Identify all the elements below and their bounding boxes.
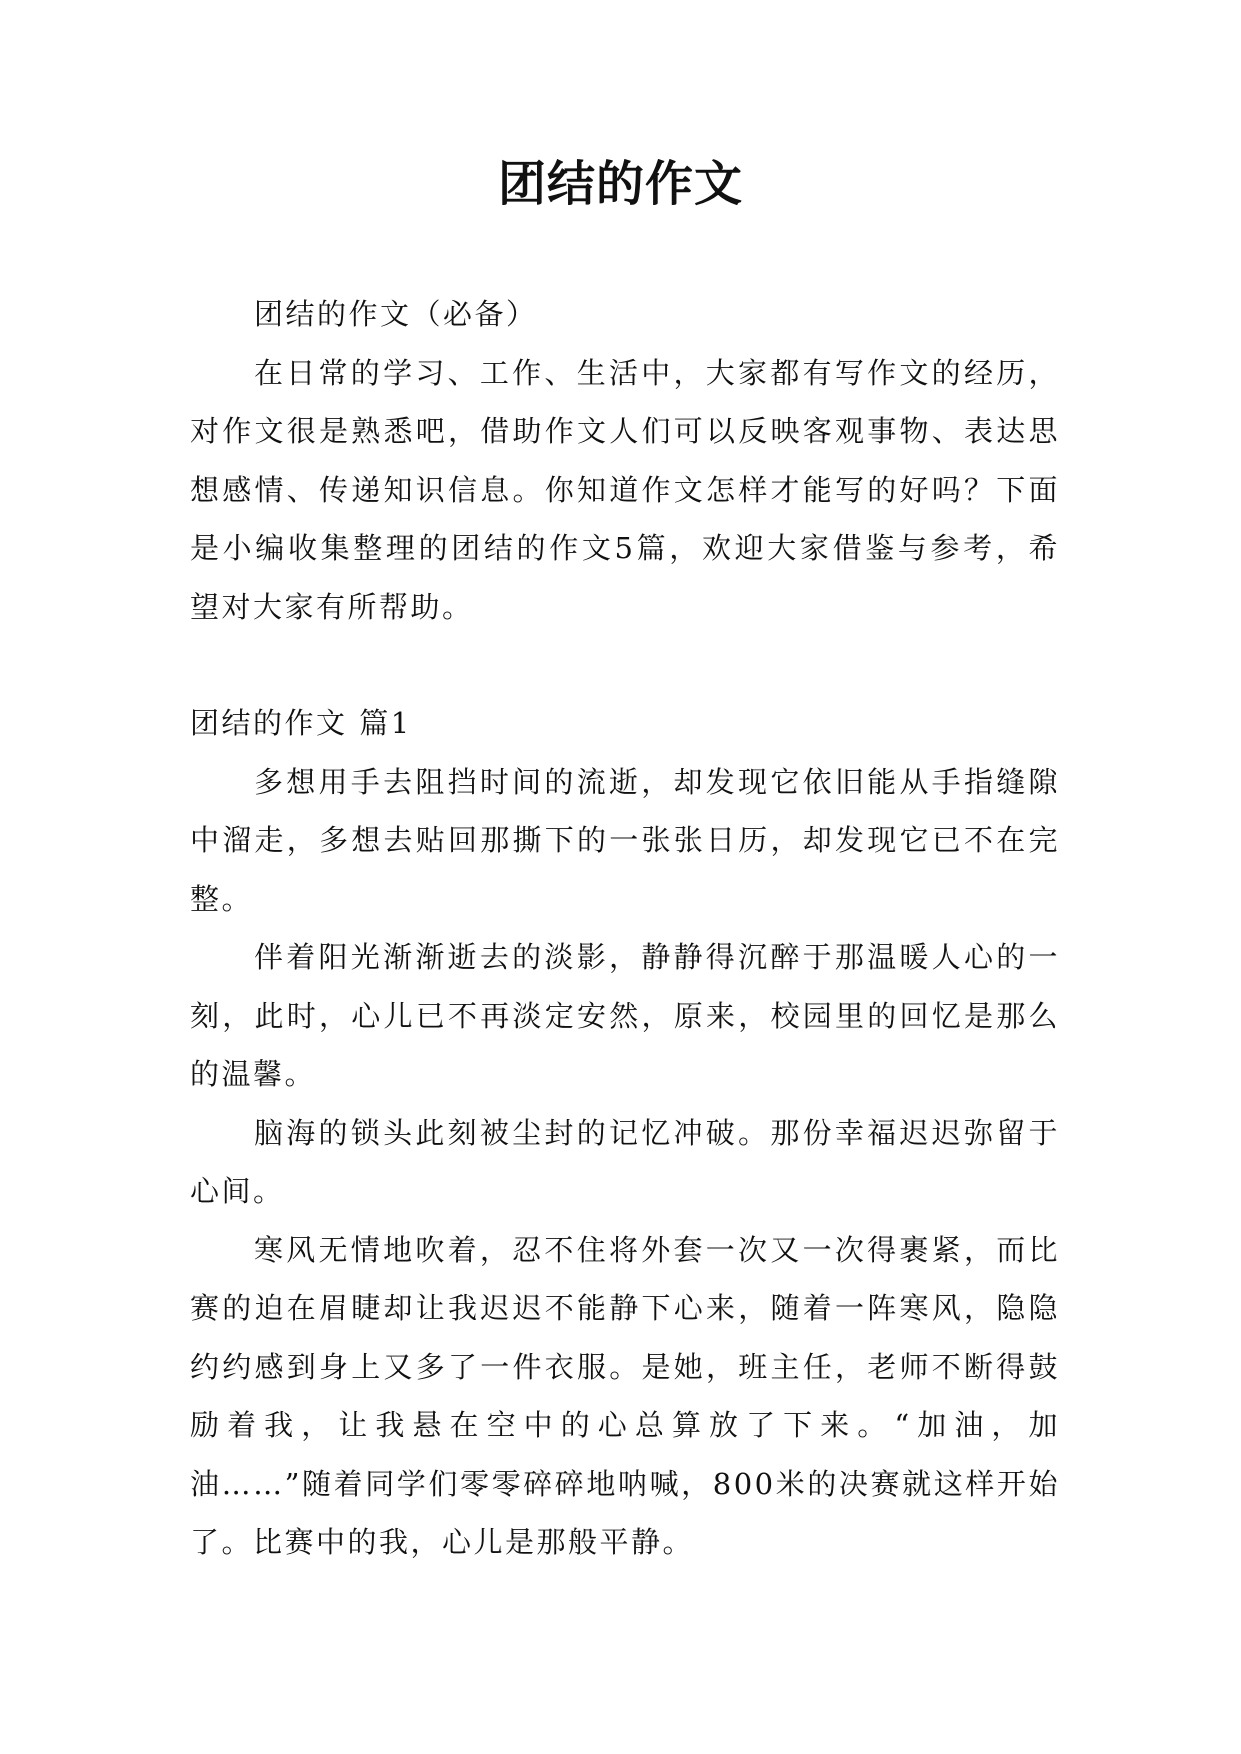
- document-title: 团结的作文: [497, 156, 743, 212]
- document-body: [190, 285, 1060, 1572]
- section-paragraph-1: 多想用手去阻挡时间的流逝，却发现它依旧能从手指缝隙中溜走，多想去贴回那撕下的一张张日历，却发现它已不在完整。: [190, 764, 1060, 916]
- section-spacer: [190, 636, 1060, 694]
- intro-subtitle: 团结的作文（必备）: [254, 297, 538, 331]
- intro-paragraph: 在日常的学习、工作、生活中，大家都有写作文的经历，对作文很是熟悉吧，借助作文人们可以反映客观事物、表达思想感情、传递知识信息。你知道作文怎样才能写的好吗？下面是小编收集整理的团结的作文5篇，欢迎大家借鉴与参考，希望对大家有所帮助。: [190, 355, 1060, 624]
- section-paragraph-2: 伴着阳光渐渐逝去的淡影，静静得沉醉于那温暖人心的一刻，此时，心儿已不再淡定安然，原来，校园里的回忆是那么的温馨。: [190, 940, 1060, 1091]
- section-paragraph-3: 脑海的锁头此刻被尘封的记忆冲破。那份幸福迟迟弥留于心间。: [190, 1115, 1060, 1208]
- section-heading: 团结的作文 篇1: [190, 706, 412, 740]
- section-paragraph-4: 寒风无情地吹着，忍不住将外套一次又一次得裹紧，而比赛的迫在眉睫却让我迟迟不能静下心来，随着一阵寒风，隐隐约约感到身上又多了一件衣服。是她，班主任，老师不断得鼓励着我，让我悬在空中的心总算放了下来。“加油，加油……”随着同学们零零碎碎地呐喊，800米的决赛就这样开始了。比赛中的我，心儿是那般平静。: [190, 1232, 1060, 1559]
